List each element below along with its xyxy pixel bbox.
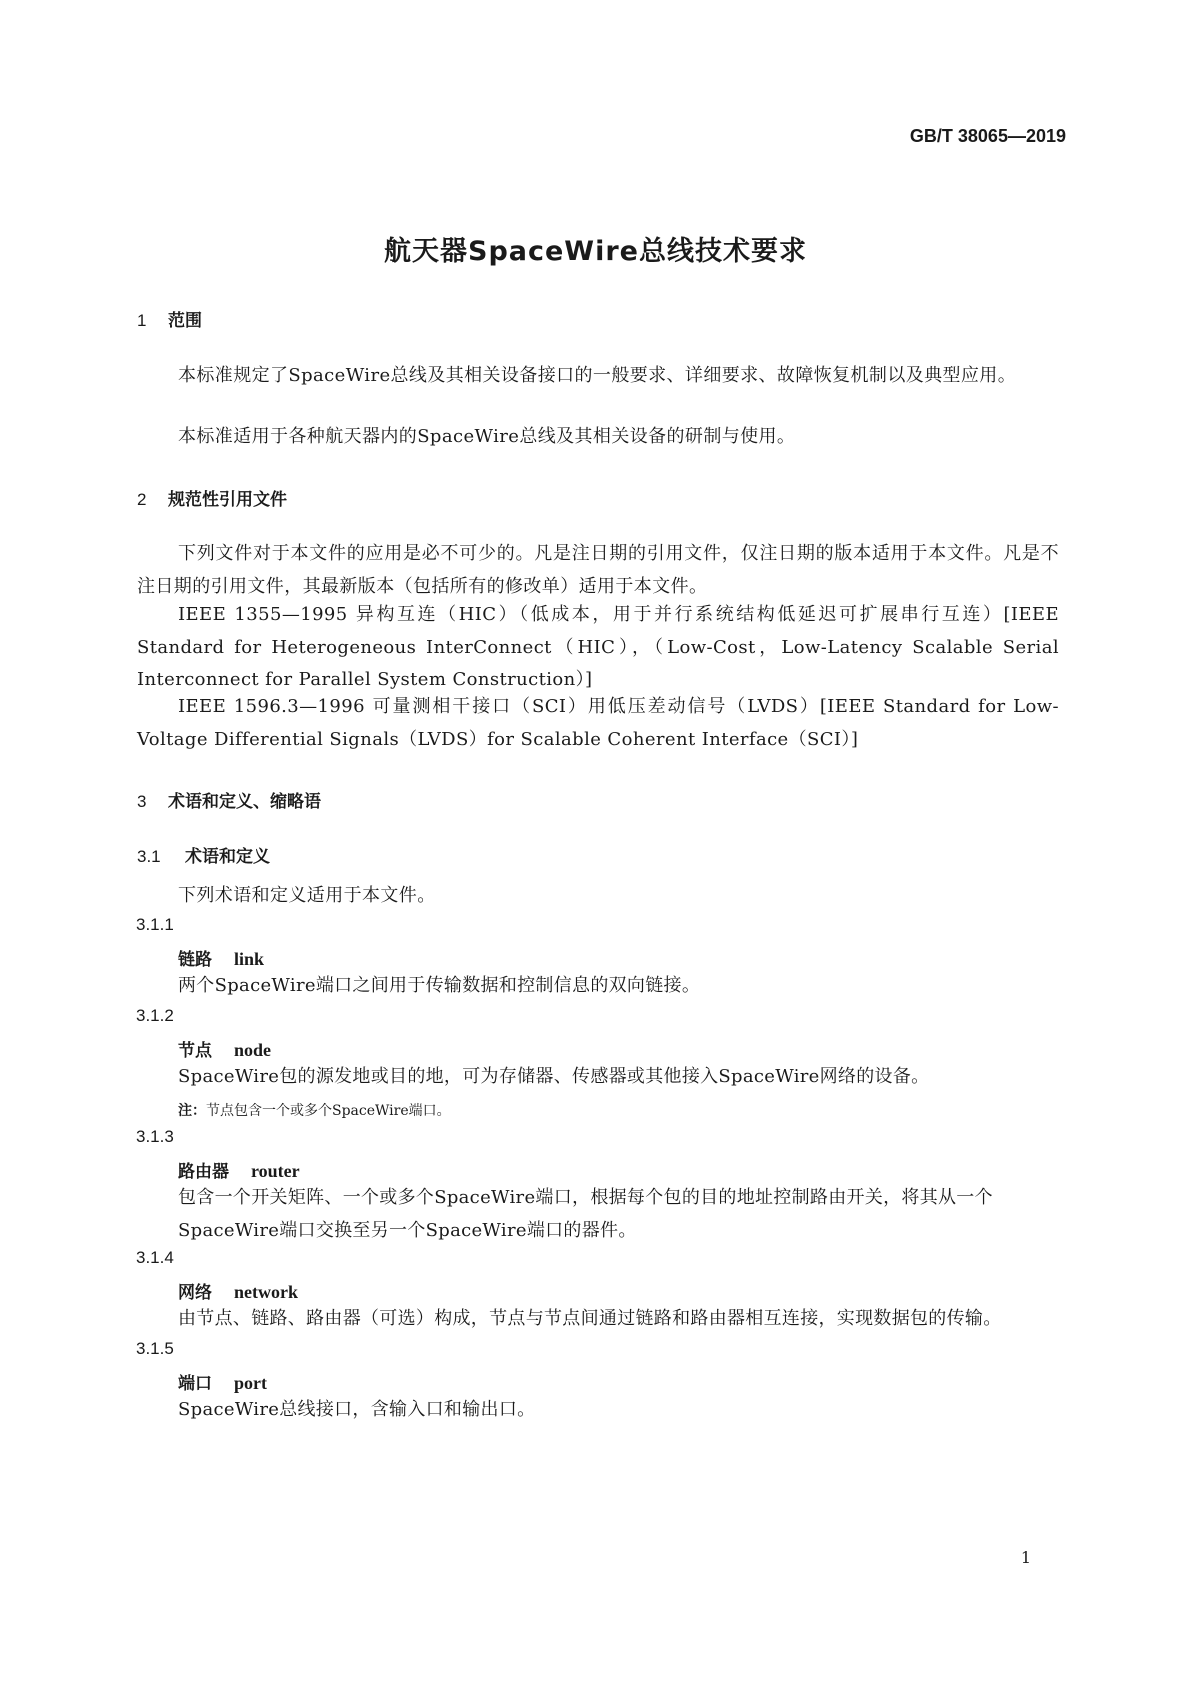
term-en: router [251,1161,300,1181]
term-en: port [234,1373,267,1393]
term-cn: 网络 [178,1283,212,1303]
term-entry [178,1369,267,1394]
section-title: 范围 [168,311,202,331]
clause-number: 3.1.1 [136,915,174,934]
section-title: 规范性引用文件 [168,490,287,510]
term-definition: 由节点、链路、路由器（可选）构成，节点与节点间通过链路和路由器相互连接，实现数据包的传输。 [178,1308,1002,1329]
section-heading-1 [137,306,202,331]
section-heading-3 [137,787,321,812]
section-title: 术语和定义 [185,847,270,867]
term-cn: 节点 [178,1041,212,1061]
section-number: 3.1 [137,847,161,866]
section-title: 术语和定义、缩略语 [168,792,321,812]
clause-number: 3.1.2 [136,1006,174,1025]
reference-ieee-1596: IEEE 1596.3—1996 可量测相干接口（SCI）用低压差动信号（LVDS）[IEEE Standard for Low-Voltage Differential Signals（LVDS）for Scalable Coherent Interface（SCI）] [137,696,1059,750]
section-number: 1 [137,311,147,330]
clause-number: 3.1.4 [136,1248,174,1267]
term-cn: 路由器 [178,1162,229,1182]
note-label: 注： [178,1103,206,1119]
document-title: 航天器SpaceWire总线技术要求 [384,236,807,267]
term-entry [178,945,264,970]
term-en: node [234,1040,272,1060]
clause-number: 3.1.5 [136,1339,174,1358]
paragraph: 下列术语和定义适用于本文件。 [178,885,436,906]
reference-ieee-1355: IEEE 1355—1995 异构互连（HIC）（低成本，用于并行系统结构低延迟可扩展串行互连）[IEEE Standard for Heterogeneous InterConnect（HIC），（Low-Cost，Low-Latency Scalable Serial Interconnect for Parallel System Construction）] [137,604,1059,690]
term-definition: 两个SpaceWire端口之间用于传输数据和控制信息的双向链接。 [178,975,701,996]
note-text: 节点包含一个或多个SpaceWire端口。 [206,1103,451,1119]
clause-number: 3.1.3 [136,1127,174,1146]
term-entry [178,1157,300,1182]
term-definition: SpaceWire总线接口，含输入口和输出口。 [178,1399,536,1420]
paragraph: 下列文件对于本文件的应用是必不可少的。凡是注日期的引用文件，仅注日期的版本适用于本文件。凡是不注日期的引用文件，其最新版本（包括所有的修改单）适用于本文件。 [137,543,1059,597]
term-en: link [234,949,265,969]
standard-number: GB/T 38065—2019 [909,126,1066,146]
term-entry [178,1278,298,1303]
section-heading-2 [137,485,287,510]
note [178,1100,451,1120]
section-number: 3 [137,792,147,811]
section-number: 2 [137,490,147,509]
term-cn: 链路 [178,950,212,970]
term-cn: 端口 [178,1374,212,1394]
term-en: network [234,1282,298,1302]
term-definition: SpaceWire包的源发地或目的地，可为存储器、传感器或其他接入SpaceWire网络的设备。 [178,1066,930,1087]
paragraph: 本标准规定了SpaceWire总线及其相关设备接口的一般要求、详细要求、故障恢复机制以及典型应用。 [178,365,1017,386]
term-definition: 包含一个开关矩阵、一个或多个SpaceWire端口，根据每个包的目的地址控制路由开关，将其从一个SpaceWire端口交换至另一个SpaceWire端口的器件。 [178,1187,993,1241]
subsection-heading-3-1 [137,842,270,867]
paragraph: 本标准适用于各种航天器内的SpaceWire总线及其相关设备的研制与使用。 [178,426,796,447]
term-entry [178,1036,271,1061]
page-number: 1 [1020,1548,1031,1567]
